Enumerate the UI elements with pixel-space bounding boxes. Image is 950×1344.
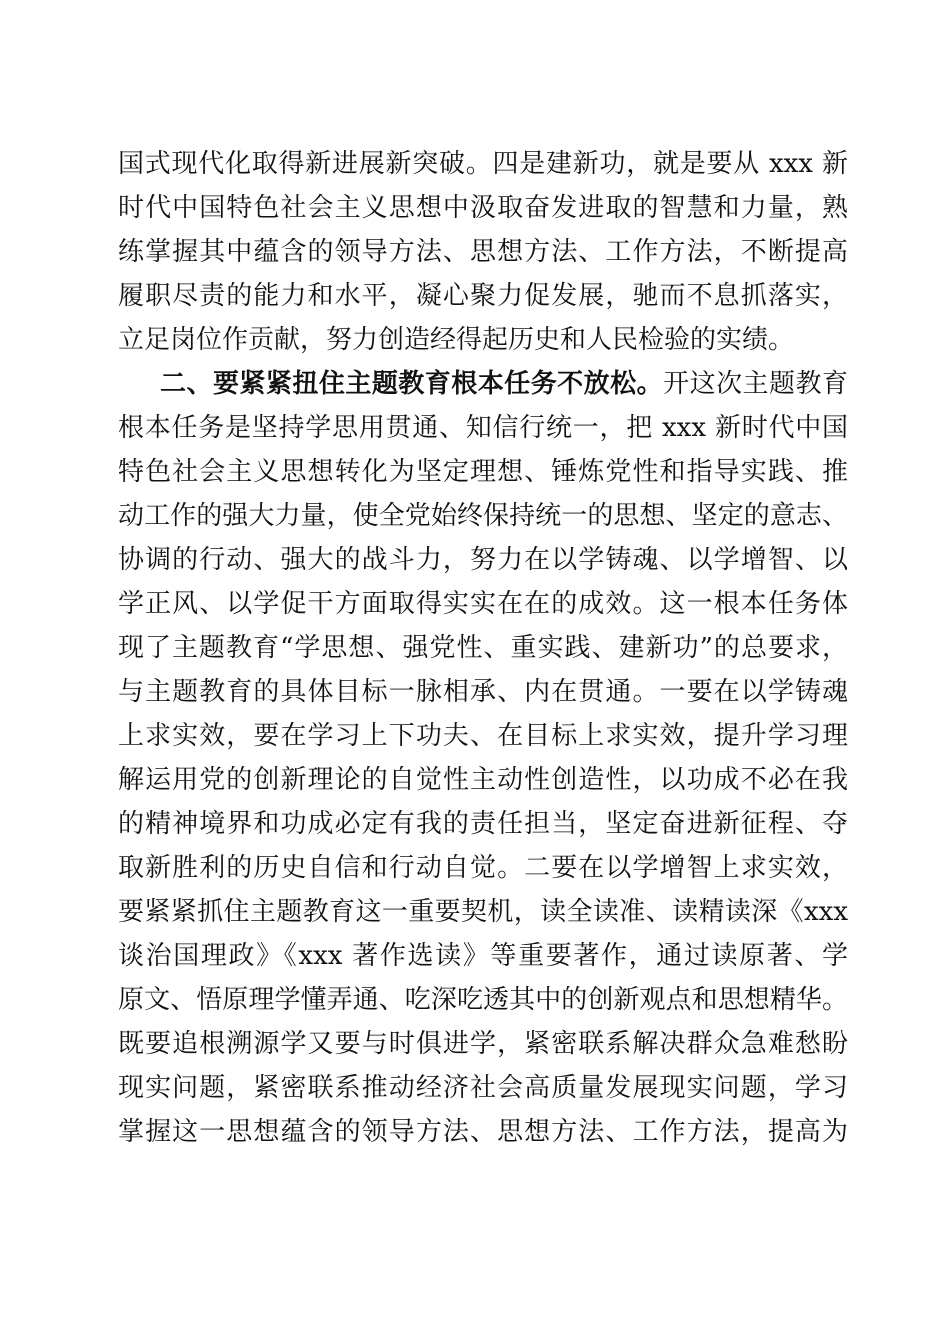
text-line: 掌握这一思想蕴含的领导方法、思想方法、工作方法，提高为 bbox=[118, 1117, 848, 1147]
heading-line-rest: 开这次主题教育 bbox=[663, 369, 848, 399]
text-line: 动工作的强大力量，使全党始终保持统一的思想、坚定的意志、 bbox=[118, 501, 848, 531]
text-line: 谈治国理政》《xxx 著作选读》等重要著作，通过读原著、学 bbox=[118, 941, 848, 971]
text-line: 现了主题教育“学思想、强党性、重实践、建新功”的总要求， bbox=[118, 633, 848, 663]
text-line: 特色社会主义思想转化为坚定理想、锤炼党性和指导实践、推 bbox=[118, 457, 848, 487]
text-line: 既要追根溯源学又要与时俱进学，紧密联系解决群众急难愁盼 bbox=[118, 1029, 848, 1059]
text-line: 解运用党的创新理论的自觉性主动性创造性，以功成不必在我 bbox=[118, 765, 848, 795]
text-line: 履职尽责的能力和水平，凝心聚力促发展，驰而不息抓落实， bbox=[118, 281, 848, 311]
text-line: 与主题教育的具体目标一脉相承、内在贯通。一要在以学铸魂 bbox=[118, 677, 848, 707]
text-line: 协调的行动、强大的战斗力，努力在以学铸魂、以学增智、以 bbox=[118, 545, 848, 575]
text-line: 练掌握其中蕴含的领导方法、思想方法、工作方法，不断提高 bbox=[118, 237, 848, 267]
section-heading: 二、要紧紧扭住主题教育根本任务不放松。 bbox=[160, 369, 664, 399]
text-line: 根本任务是坚持学思用贯通、知信行统一，把 xxx 新时代中国 bbox=[118, 413, 848, 443]
text-line: 的精神境界和功成必定有我的责任担当，坚定奋进新征程、夺 bbox=[118, 809, 848, 839]
text-line: 要紧紧抓住主题教育这一重要契机，读全读准、读精读深《xxx bbox=[118, 897, 848, 927]
text-line: 时代中国特色社会主义思想中汲取奋发进取的智慧和力量，熟 bbox=[118, 193, 848, 223]
text-line: 国式现代化取得新进展新突破。四是建新功，就是要从 xxx 新 bbox=[118, 149, 848, 179]
text-line: 现实问题，紧密联系推动经济社会高质量发展现实问题，学习 bbox=[118, 1073, 848, 1103]
text-line: 原文、悟原理学懂弄通、吃深吃透其中的创新观点和思想精华。 bbox=[118, 985, 848, 1015]
text-line: 取新胜利的历史自信和行动自觉。二要在以学增智上求实效， bbox=[118, 853, 848, 883]
text-line: 上求实效，要在学习上下功夫、在目标上求实效，提升学习理 bbox=[118, 721, 848, 751]
section-heading-line bbox=[160, 362, 848, 406]
text-line: 学正风、以学促干方面取得实实在在的成效。这一根本任务体 bbox=[118, 589, 848, 619]
text-line: 立足岗位作贡献，努力创造经得起历史和人民检验的实绩。 bbox=[118, 325, 795, 355]
